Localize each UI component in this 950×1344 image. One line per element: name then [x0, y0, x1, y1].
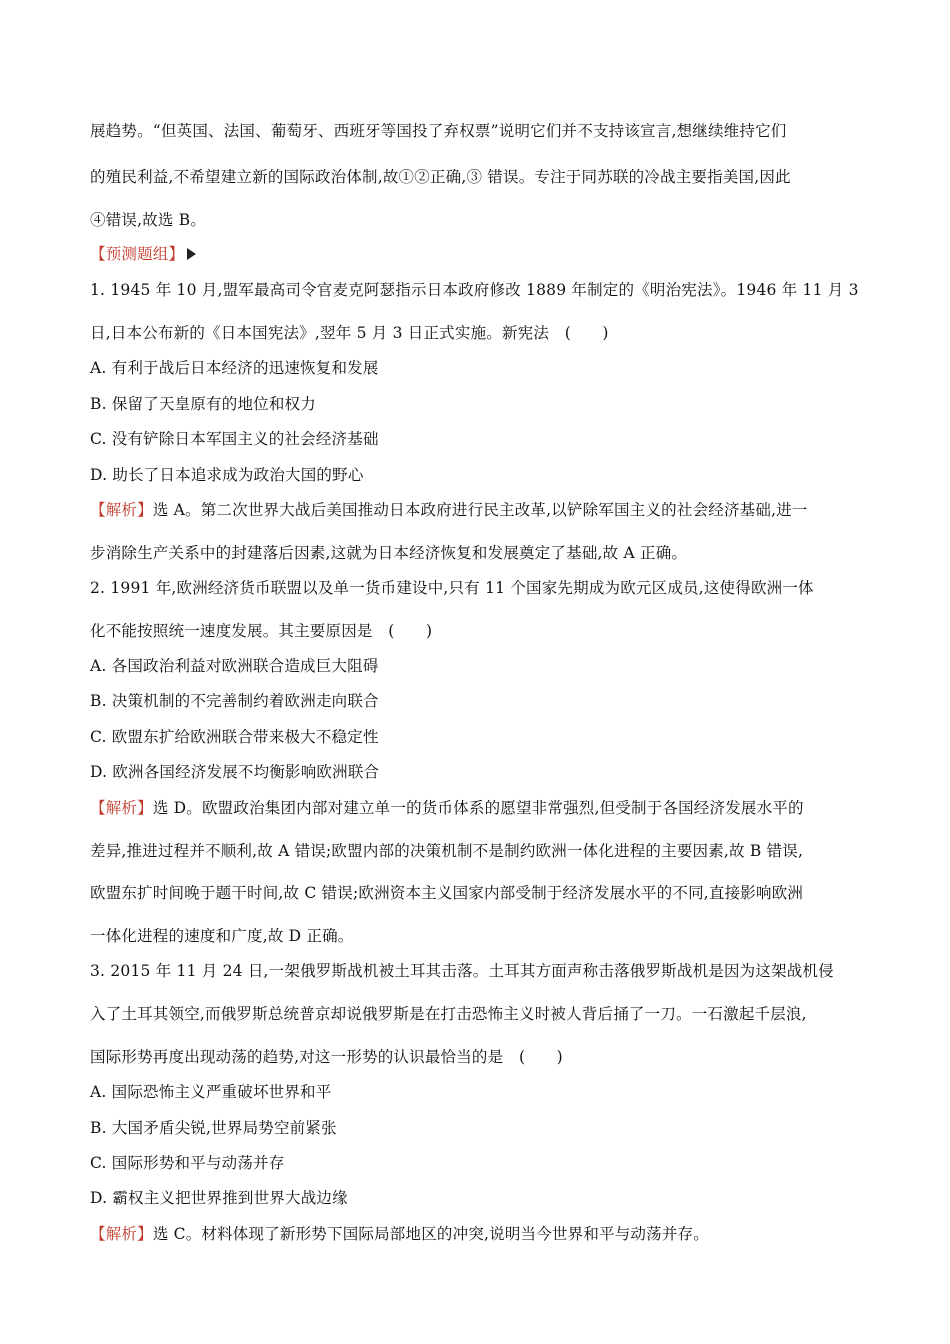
q3-stem-line-2: 入了土耳其领空,而俄罗斯总统普京却说俄罗斯是在打击恐怖主义时被人背后捅了一刀。一石激起千层浪, [90, 1005, 807, 1023]
q2-analysis-line-1 [90, 797, 804, 819]
q2-option-d: D. 欧洲各国经济发展不均衡影响欧洲联合 [90, 763, 380, 781]
q3-option-c: C. 国际形势和平与动荡并存 [90, 1154, 285, 1172]
q1-analysis-text-1: 选 A。第二次世界大战后美国推动日本政府进行民主改革,以铲除军国主义的社会经济基础,进一 [152, 501, 808, 519]
q3-analysis-line-1 [90, 1223, 709, 1245]
q1-option-a: A. 有利于战后日本经济的迅速恢复和发展 [90, 359, 379, 377]
q2-option-a: A. 各国政治利益对欧洲联合造成巨大阻碍 [90, 657, 379, 675]
q3-stem-line-3: 国际形势再度出现动荡的趋势,对这一形势的认识最恰当的是 ( ) [90, 1048, 563, 1066]
q2-option-b: B. 决策机制的不完善制约着欧洲走向联合 [90, 692, 379, 710]
q3-stem-line-1: 3. 2015 年 11 月 24 日,一架俄罗斯战机被土耳其击落。土耳其方面声称击落俄罗斯战机是因为这架战机侵 [90, 962, 834, 980]
q2-analysis-text-1: 选 D。欧盟政治集团内部对建立单一的货币体系的愿望非常强烈,但受制于各国经济发展水平的 [152, 799, 804, 817]
q2-option-c: C. 欧盟东扩给欧洲联合带来极大不稳定性 [90, 728, 379, 746]
q1-option-c: C. 没有铲除日本军国主义的社会经济基础 [90, 430, 379, 448]
q1-stem-line-2: 日,日本公布新的《日本国宪法》,翌年 5 月 3 日正式实施。新宪法 ( ) [90, 324, 609, 342]
prev-analysis-line-1: 展趋势。“但英国、法国、葡萄牙、西班牙等国投了弃权票”说明它们并不支持该宣言,想继续维持它们 [90, 122, 787, 140]
prev-analysis-line-3: ④错误,故选 B。 [90, 211, 207, 229]
q2-analysis-line-4: 一体化进程的速度和广度,故 D 正确。 [90, 927, 354, 945]
q1-stem-line-1: 1. 1945 年 10 月,盟军最高司令官麦克阿瑟指示日本政府修改 1889 年制定的《明治宪法》。1946 年 11 月 3 [90, 281, 859, 299]
section-label: 【预测题组】 [90, 245, 185, 263]
section-heading [90, 243, 196, 265]
q2-stem-line-2: 化不能按照统一速度发展。其主要原因是 ( ) [90, 622, 433, 640]
q3-option-d: D. 霸权主义把世界推到世界大战边缘 [90, 1189, 348, 1207]
q1-option-d: D. 助长了日本追求成为政治大国的野心 [90, 466, 364, 484]
q1-option-b: B. 保留了天皇原有的地位和权力 [90, 395, 316, 413]
q2-stem-line-1: 2. 1991 年,欧洲经济货币联盟以及单一货币建设中,只有 11 个国家先期成为欧元区成员,这使得欧洲一体 [90, 579, 814, 597]
q2-analysis-line-2: 差异,推进过程并不顺利,故 A 错误;欧盟内部的决策机制不是制约欧洲一体化进程的主要因素,故 B 错误, [90, 842, 804, 860]
q3-option-b: B. 大国矛盾尖锐,世界局势空前紧张 [90, 1119, 337, 1137]
q1-analysis-label: 【解析】 [90, 501, 153, 519]
q3-analysis-text-1: 选 C。材料体现了新形势下国际局部地区的冲突,说明当今世界和平与动荡并存。 [152, 1225, 709, 1243]
q3-option-a: A. 国际恐怖主义严重破坏世界和平 [90, 1083, 332, 1101]
q3-analysis-label: 【解析】 [90, 1225, 153, 1243]
q2-analysis-line-3: 欧盟东扩时间晚于题干时间,故 C 错误;欧洲资本主义国家内部受制于经济发展水平的不同,直接影响欧洲 [90, 884, 804, 902]
prev-analysis-line-2: 的殖民利益,不希望建立新的国际政治体制,故①②正确,③ 错误。专注于同苏联的冷战主要指美国,因此 [90, 168, 791, 186]
q1-analysis-line-1 [90, 499, 808, 521]
q1-analysis-line-2: 步消除生产关系中的封建落后因素,这就为日本经济恢复和发展奠定了基础,故 A 正确。 [90, 544, 688, 562]
play-arrow-icon [187, 248, 196, 260]
q2-analysis-label: 【解析】 [90, 799, 153, 817]
